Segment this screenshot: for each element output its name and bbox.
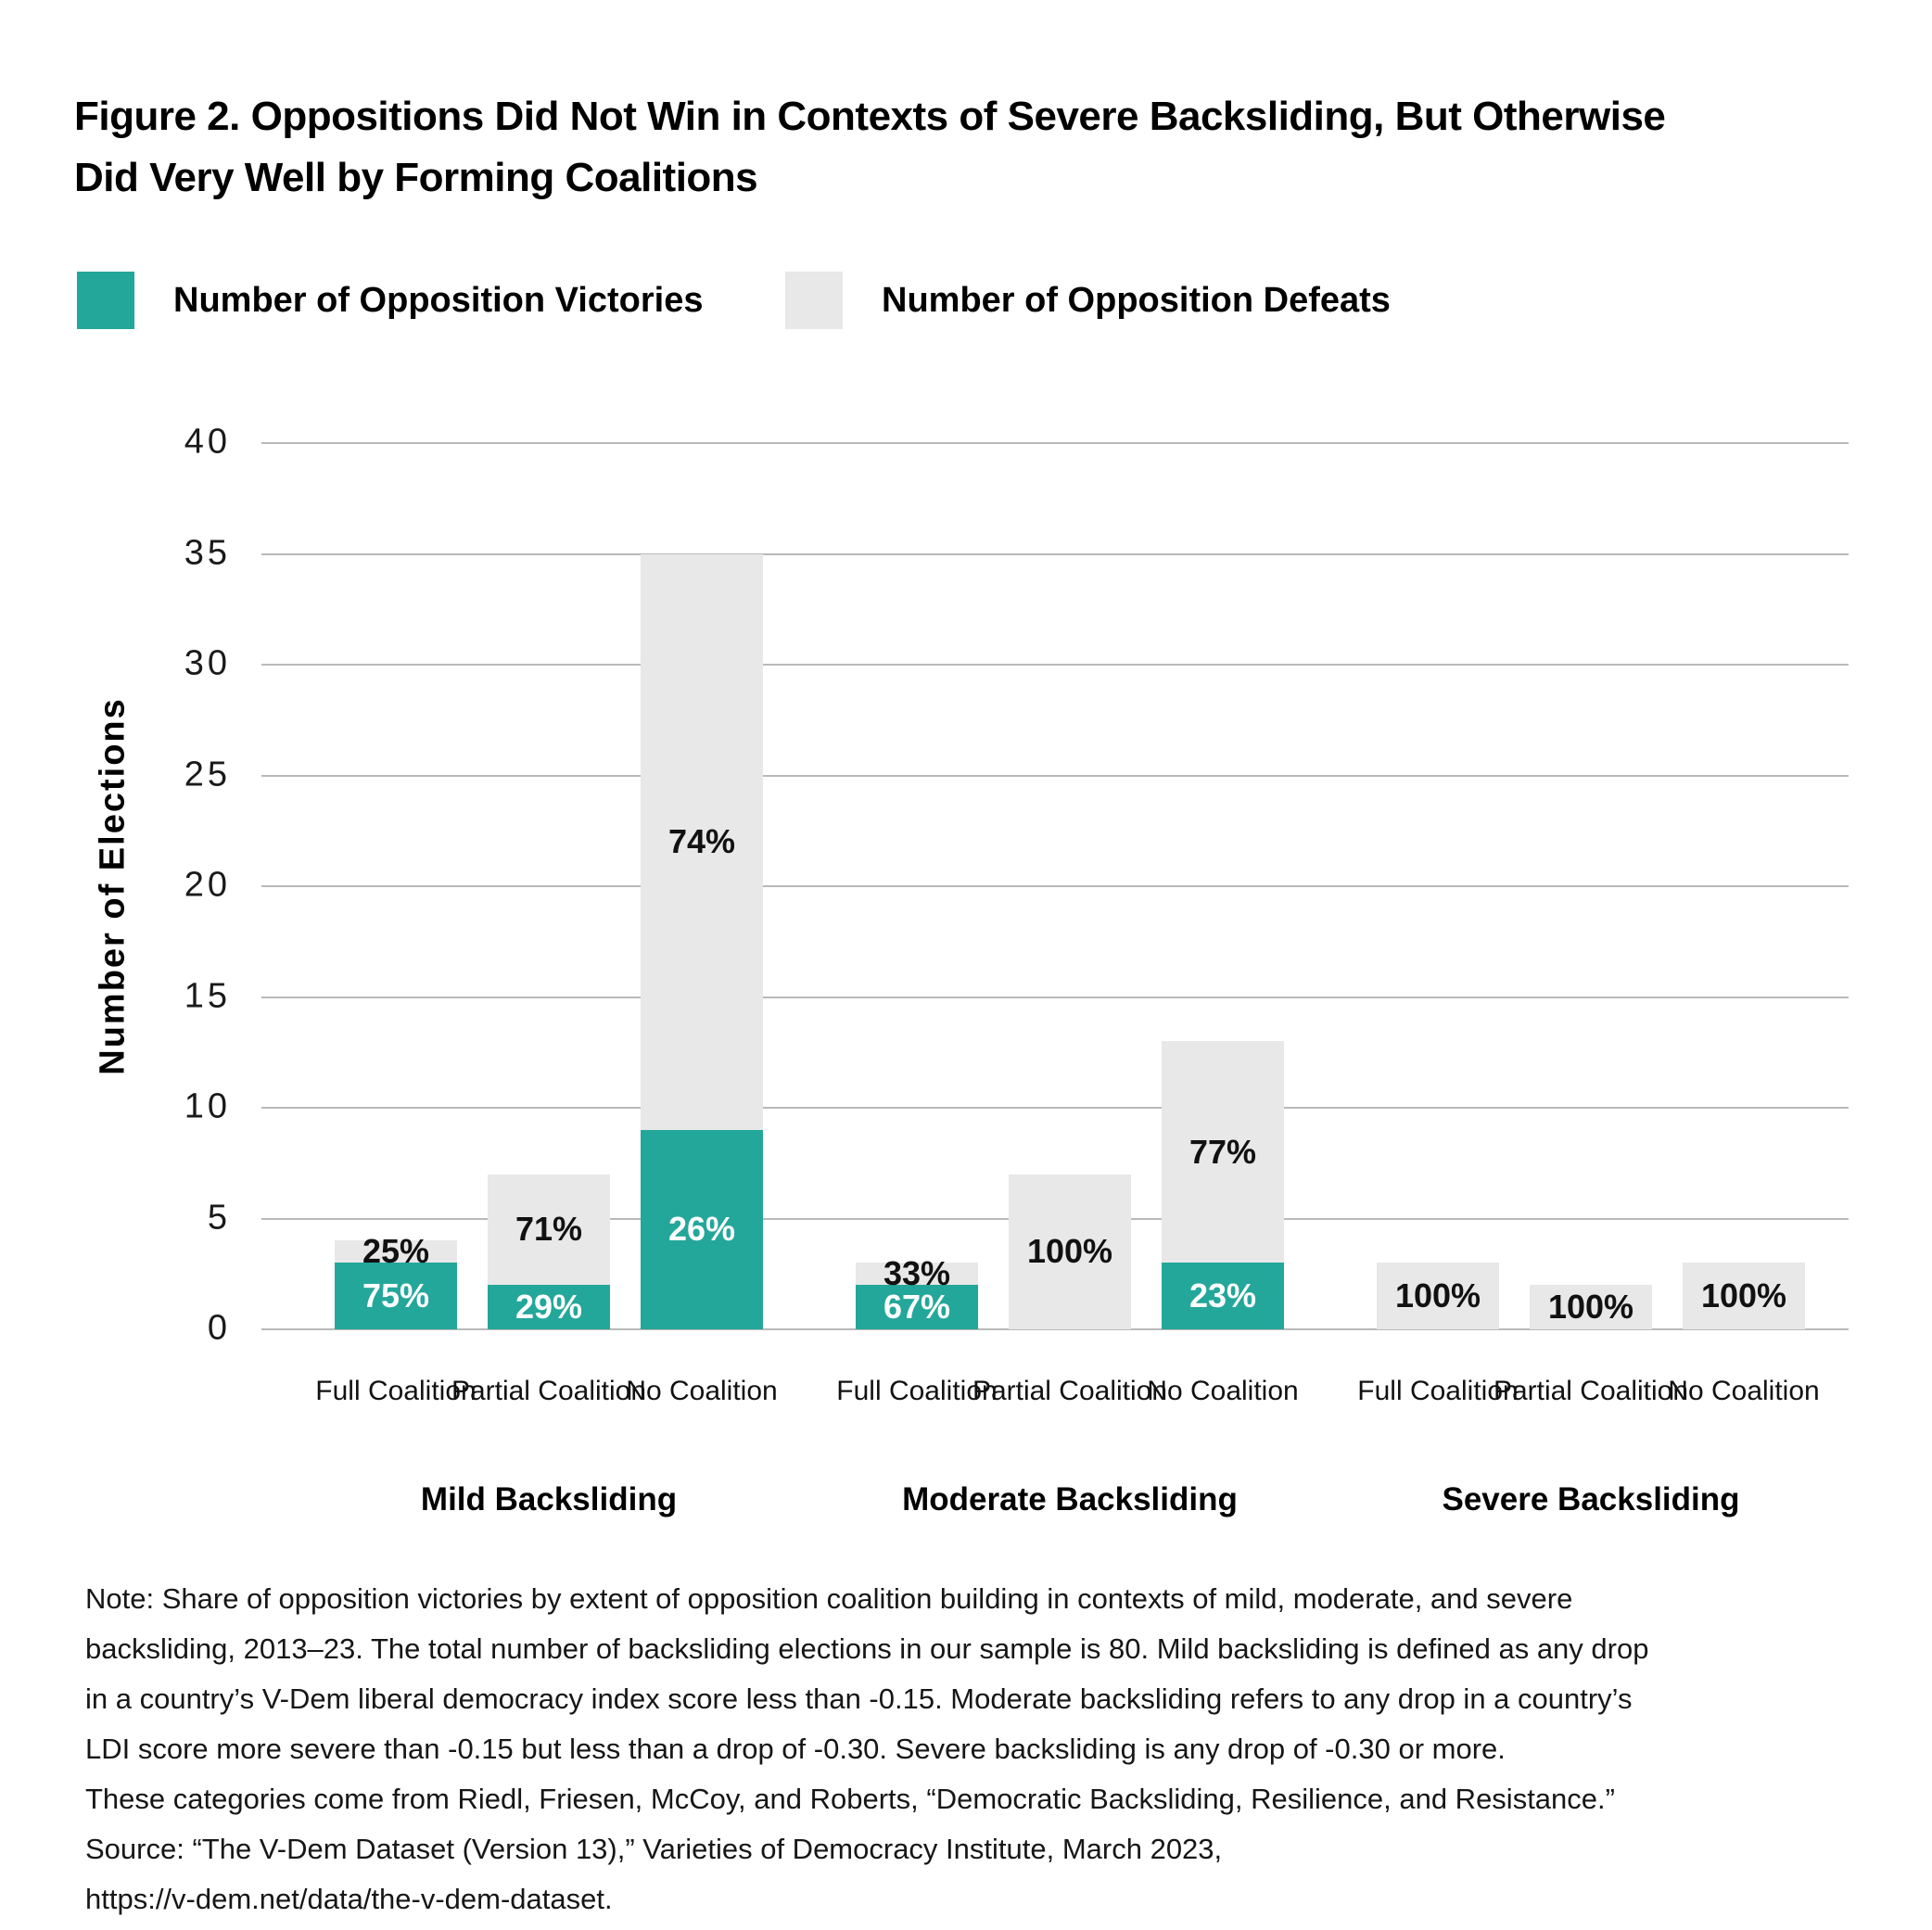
x-tick-label: Full Coalition — [315, 1376, 477, 1406]
victories-percent-label: 75% — [362, 1276, 430, 1315]
legend-item-defeats — [785, 272, 1391, 329]
bar-segment-defeats — [488, 1175, 610, 1286]
y-tick-label-30: 30 — [184, 643, 231, 683]
y-tick-label-0: 0 — [207, 1308, 231, 1348]
bar-segment-defeats — [1683, 1263, 1805, 1329]
group-label: Mild Backsliding — [420, 1481, 678, 1517]
victories-percent-label: 29% — [515, 1288, 583, 1327]
victories-percent-label: 67% — [883, 1288, 951, 1327]
note-line-1: Note: Share of opposition victories by extent of opposition coalition building in contexts of mild, moderate, and severe — [85, 1582, 1573, 1615]
x-tick-label: No Coalition — [1147, 1376, 1299, 1406]
note-line-2: backsliding, 2013–23. The total number of backsliding elections in our sample is 80. Mild backsliding is defined as any drop — [85, 1632, 1649, 1665]
figure-title — [74, 86, 1665, 209]
legend-item-victories — [77, 272, 703, 329]
y-tick-label-40: 40 — [184, 422, 231, 462]
gridline-25 — [261, 775, 1849, 777]
gridline-40 — [261, 442, 1849, 444]
victories-percent-label: 26% — [667, 1210, 736, 1249]
y-tick-label-5: 5 — [207, 1198, 231, 1238]
bar-segment-defeats — [1162, 1041, 1284, 1263]
x-tick-label: Full Coalition — [1357, 1376, 1519, 1406]
group-label: Severe Backsliding — [1442, 1481, 1740, 1517]
bar-segment-victories — [1162, 1263, 1284, 1329]
bar-segment-defeats — [1377, 1263, 1499, 1329]
defeats-percent-label: 25% — [362, 1232, 430, 1271]
defeats-percent-label: 100% — [1547, 1288, 1634, 1327]
y-tick-label-35: 35 — [184, 533, 231, 573]
defeats-percent-label: 100% — [1700, 1276, 1787, 1315]
note-line-6: Source: “The V-Dem Dataset (Version 13),” Varieties of Democracy Institute, March 2023, — [85, 1833, 1223, 1865]
defeats-percent-label: 100% — [1394, 1276, 1481, 1315]
y-axis-title: Number of Elections — [93, 697, 133, 1075]
x-tick-label: Full Coalition — [836, 1376, 998, 1406]
defeats-percent-label: 100% — [1026, 1232, 1113, 1271]
y-tick-label-20: 20 — [184, 865, 231, 905]
gridline-30 — [261, 664, 1849, 666]
legend-label-victories: Number of Opposition Victories — [173, 280, 704, 320]
bar-segment-defeats — [856, 1254, 978, 1293]
gridline-20 — [261, 885, 1849, 887]
y-tick-label-25: 25 — [184, 755, 231, 794]
figure-note — [85, 1574, 1648, 1924]
bar-segment-victories — [641, 1130, 763, 1329]
note-line-7: https://v-dem.net/data/the-v-dem-dataset. — [85, 1883, 613, 1915]
defeats-swatch — [785, 272, 843, 329]
note-line-4: LDI score more severe than -0.15 but less than a drop of -0.30. Severe backsliding is any drop of -0.30 or more. — [85, 1733, 1506, 1765]
gridline-10 — [261, 1107, 1849, 1109]
figure-title-line-1: Figure 2. Oppositions Did Not Win in Contexts of Severe Backsliding, But Otherwise — [74, 94, 1666, 140]
gridline-15 — [261, 997, 1849, 998]
bar-segment-defeats — [1009, 1175, 1131, 1329]
defeats-percent-label: 71% — [515, 1210, 583, 1249]
x-tick-label: Partial Coalition — [451, 1376, 647, 1406]
x-tick-label: Partial Coalition — [972, 1376, 1168, 1406]
y-tick-label-15: 15 — [184, 976, 231, 1016]
defeats-percent-label: 77% — [1188, 1132, 1257, 1171]
victories-swatch — [77, 272, 134, 329]
bar-segment-defeats — [335, 1232, 457, 1271]
figure-title-line-2: Did Very Well by Forming Coalitions — [74, 155, 758, 201]
defeats-percent-label: 74% — [667, 822, 736, 861]
bar-segment-defeats — [641, 554, 763, 1130]
legend-label-defeats: Number of Opposition Defeats — [882, 280, 1391, 320]
defeats-percent-label: 33% — [883, 1254, 951, 1293]
note-line-5: These categories come from Riedl, Friesen, McCoy, and Roberts, “Democratic Backsliding, Resilience, and Resistance.” — [85, 1783, 1615, 1815]
y-tick-label-10: 10 — [184, 1086, 231, 1126]
bar-segment-defeats — [1530, 1285, 1652, 1329]
x-tick-label: Partial Coalition — [1493, 1376, 1689, 1406]
gridline-35 — [261, 553, 1849, 555]
note-line-3: in a country’s V-Dem liberal democracy index score less than -0.15. Moderate backsliding refers to any drop in a country’s — [85, 1682, 1633, 1715]
x-tick-label: No Coalition — [626, 1376, 778, 1406]
group-label: Moderate Backsliding — [902, 1481, 1238, 1517]
bar-segment-victories — [335, 1263, 457, 1329]
bar-segment-victories — [488, 1285, 610, 1329]
victories-percent-label: 23% — [1188, 1276, 1257, 1315]
x-tick-label: No Coalition — [1668, 1376, 1820, 1406]
